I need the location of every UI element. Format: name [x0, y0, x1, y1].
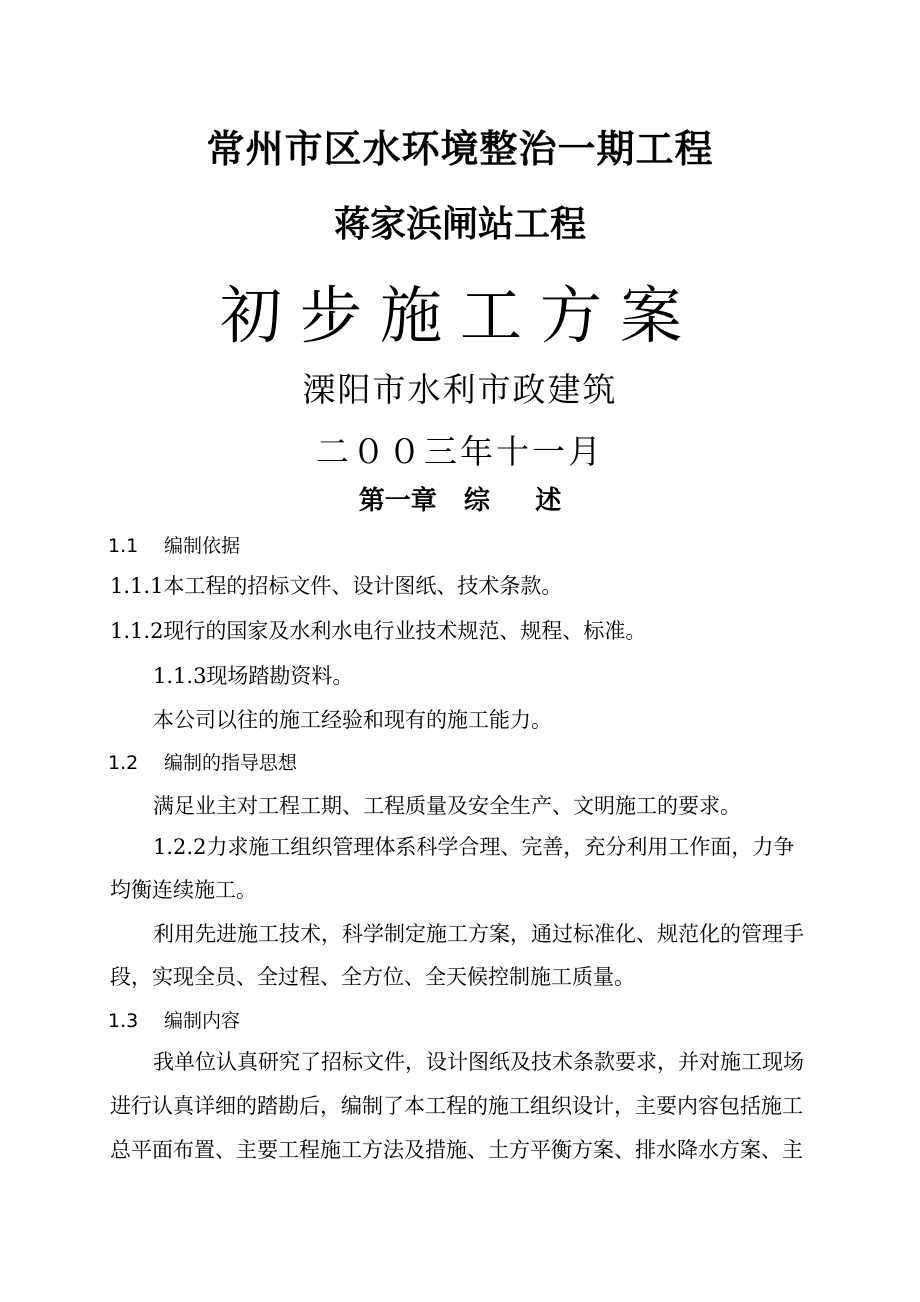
- paragraph-line: 满足业主对工程工期、工程质量及安全生产、文明施工的要求。: [153, 794, 741, 818]
- section-heading: [108, 1006, 240, 1033]
- section-number: 1.1: [108, 535, 139, 557]
- section-heading: [108, 748, 297, 775]
- paragraph-line: 1.1.3现场踏勘资料。: [153, 664, 354, 688]
- paragraph-line: 1.2.2力求施工组织管理体系科学合理、完善，充分利用工作面，力争: [153, 835, 795, 859]
- section-title: 编制内容: [164, 1010, 241, 1032]
- section-title: 编制的指导思想: [164, 752, 298, 774]
- section-number: 1.3: [108, 1010, 139, 1032]
- paragraph-line: 总平面布置、主要工程施工方法及措施、土方平衡方案、排水降水方案、主: [110, 1138, 803, 1162]
- project-subtitle: 蒋家浜闸站工程: [333, 204, 586, 245]
- plan-title: 初步施工方案: [219, 279, 700, 352]
- section-number: 1.2: [108, 752, 139, 774]
- chapter-heading: 第一章 综 述: [358, 486, 562, 516]
- paragraph-line: 1.1.1本工程的招标文件、设计图纸、技术条款。: [110, 574, 563, 598]
- paragraph-line: 利用先进施工技术，科学制定施工方案，通过标准化、规范化的管理手: [153, 922, 804, 946]
- paragraph-line: 进行认真详细的踏勘后，编制了本工程的施工组织设计，主要内容包括施工: [110, 1094, 803, 1118]
- paragraph-line: 1.1.2现行的国家及水利水电行业技术规范、规程、标准。: [110, 619, 647, 643]
- section-title: 编制依据: [164, 535, 241, 557]
- paragraph-line: 我单位认真研究了招标文件，设计图纸及技术条款要求，并对施工现场: [153, 1050, 804, 1074]
- project-title: 常州市区水环境整治一期工程: [206, 127, 714, 171]
- section-heading: [108, 531, 240, 558]
- document-date: 二００三年十一月: [316, 432, 604, 471]
- paragraph-line: 本公司以往的施工经验和现有的施工能力。: [153, 708, 552, 732]
- paragraph-line: 均衡连续施工。: [110, 878, 257, 902]
- company-name: 溧阳市水利市政建筑: [302, 370, 618, 409]
- paragraph-line: 段，实现全员、全过程、全方位、全天候控制施工质量。: [110, 965, 635, 989]
